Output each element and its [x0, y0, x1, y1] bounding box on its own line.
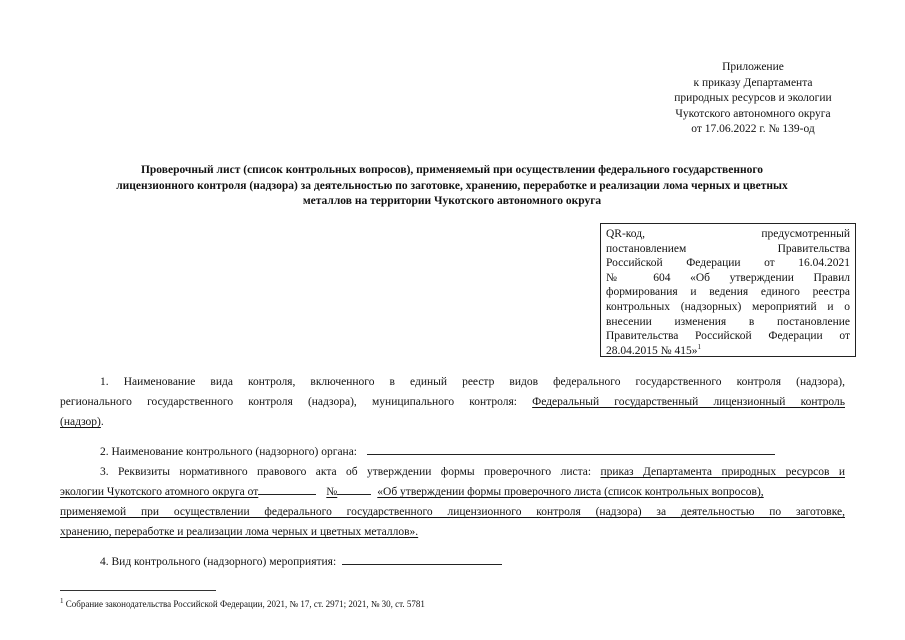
qr-code-box [600, 223, 856, 357]
number-sign: № [326, 486, 338, 498]
footnote-reference: 1 [697, 342, 701, 351]
footnote-divider [60, 590, 216, 591]
appendix-line: природных ресурсов и экологии [674, 92, 832, 104]
order-number-field[interactable] [337, 482, 371, 495]
qr-box-line: Правительства Российской Федерации от [606, 330, 850, 343]
item-3-label: 3. Реквизиты нормативного правового акта об утверждении формы проверочного листа: [100, 466, 592, 478]
event-type-field[interactable] [342, 552, 502, 565]
qr-box-line: № 604 «Об утверждении Правил [606, 271, 850, 284]
appendix-header [640, 60, 866, 138]
item-1-line [60, 392, 845, 412]
item-2-line [60, 442, 845, 462]
item-1-value: Федеральный государственный лицензионный контроль [532, 396, 845, 408]
item-3-value: хранению, переработке и реализации лома черных и цветных металлов». [60, 526, 419, 538]
item-4-label: 4. Вид контрольного (надзорного) мероприятия: [100, 556, 337, 568]
qr-box-line: Российской Федерации от 16.04.2021 [606, 257, 850, 270]
qr-box-line: постановлением Правительства [606, 242, 850, 255]
appendix-line: к приказу Департамента [693, 76, 813, 89]
item-3-legal-act [60, 462, 845, 542]
title-line: Проверочный лист (список контрольных вопросов), применяемый при осуществлении федерального государственного [140, 164, 764, 176]
item-1-label: регионального государственного контроля (надзора), муниципального контроля: [60, 396, 517, 408]
item-3-value: экологии Чукотского атомного округа от [60, 486, 259, 498]
item-3-value: приказ Департамента природных ресурсов и [600, 466, 845, 478]
appendix-line: Приложение [722, 61, 784, 73]
qr-box-line: контрольных (надзорных) мероприятий и о [606, 300, 850, 313]
qr-box-line: внесении изменения в постановление [606, 315, 850, 328]
qr-box-line: 28.04.2015 № 415» [606, 344, 698, 357]
footnote [60, 598, 425, 610]
period: . [100, 416, 104, 428]
item-4-line [60, 552, 845, 572]
item-2-authority [60, 442, 845, 462]
item-1-control-type [60, 372, 845, 432]
item-2-label: 2. Наименование контрольного (надзорного) органа: [100, 446, 358, 458]
qr-box-last-line [606, 344, 850, 359]
appendix-line: Чукотского автономного округа [675, 107, 831, 120]
qr-box-line: QR-код, предусмотренный [606, 228, 850, 240]
item-3-line [60, 502, 845, 522]
item-3-line [60, 482, 845, 502]
footnote-mark: 1 [60, 597, 64, 605]
item-3-line [60, 522, 845, 542]
title-line: лицензионного контроля (надзора) за деятельностью по заготовке, хранению, переработке и реализации лома черных и цветных [116, 179, 788, 192]
item-3-line [60, 462, 845, 482]
item-3-value: применяемой при осуществлении федерального государственного лицензионного контроля (надзора) за деятельностью по заготовке, [60, 506, 845, 518]
item-1-line [60, 412, 845, 432]
item-1-value-cont: (надзор) [60, 416, 101, 428]
title-line: металлов на территории Чукотского автономного округа [302, 195, 602, 207]
appendix-line: от 17.06.2022 г. № 139-од [691, 123, 815, 135]
order-date-field[interactable] [258, 482, 316, 495]
qr-box-line: формирования и ведения единого реестра [606, 286, 850, 299]
item-4-event-type [60, 552, 845, 572]
item-3-value: «Об утверждении формы проверочного листа (список контрольных вопросов), [377, 486, 764, 498]
authority-name-field[interactable] [367, 442, 775, 455]
item-1-line: 1. Наименование вида контроля, включенного в единый реестр видов федерального государственного контроля (надзора), [100, 376, 845, 388]
document-title [40, 163, 864, 210]
footnote-text: Собрание законодательства Российской Федерации, 2021, № 17, ст. 2971; 2021, № 30, ст. 5781 [65, 599, 425, 609]
